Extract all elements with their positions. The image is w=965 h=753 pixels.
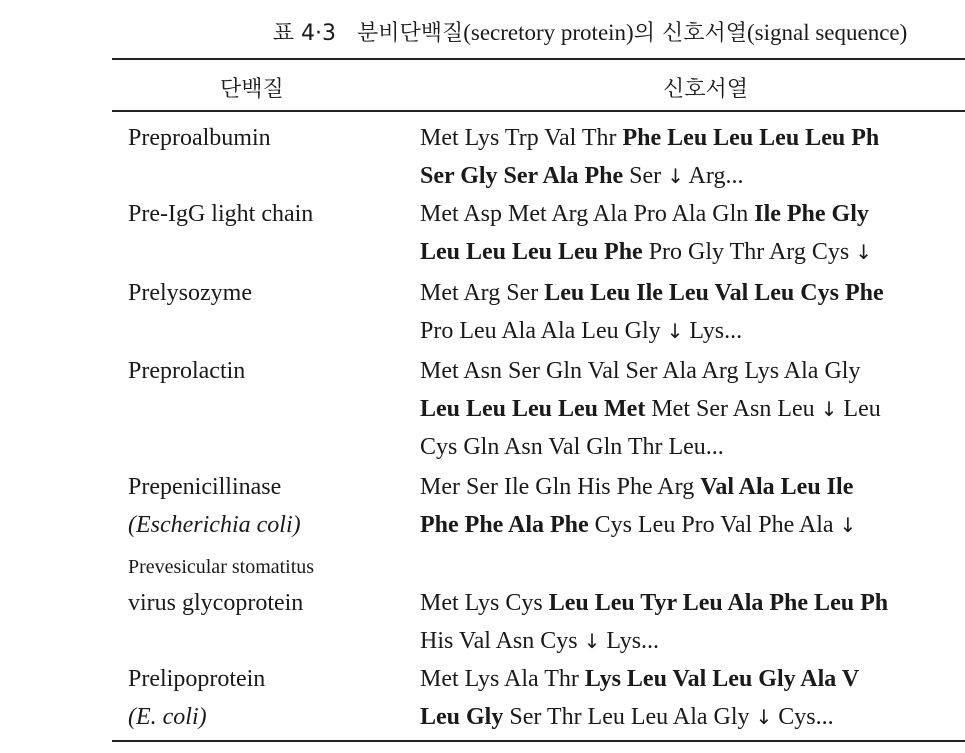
cleavage-arrow-icon: ↓: [820, 397, 838, 421]
table-row: [0, 590, 965, 628]
column-header-sequence: 신호서열: [663, 77, 749, 102]
signal-sequence-line: Leu Gly Ser Thr Leu Leu Ala Gly ↓ Cys...: [420, 704, 834, 730]
table-row: [0, 163, 965, 201]
signal-sequence-line: Met Lys Ala Thr Lys Leu Val Leu Gly Ala V: [420, 666, 860, 692]
cleavage-arrow-icon: ↓: [855, 240, 872, 264]
table-row: [0, 239, 965, 277]
table-row: [0, 201, 965, 239]
table-top-rule: [112, 58, 965, 60]
caption-english-term: (secretory protein): [463, 20, 634, 45]
caption-english-term2: (signal sequence): [746, 20, 908, 45]
signal-sequence-line: Met Lys Trp Val Thr Phe Leu Leu Leu Leu Ph: [420, 125, 880, 151]
table-bottom-rule: [112, 740, 965, 742]
protein-name: Prepenicillinase: [128, 474, 282, 500]
table-row: [0, 125, 965, 163]
table-row: [0, 628, 965, 666]
signal-sequence-line: Met Asn Ser Gln Val Ser Ala Arg Lys Ala Gly: [420, 358, 861, 384]
signal-sequence-line: Met Asp Met Arg Ala Pro Ala Gln Ile Phe Gly: [420, 201, 869, 227]
table-row: [0, 358, 965, 396]
signal-sequence-line: Cys Gln Asn Val Gln Thr Leu...: [420, 434, 724, 460]
table-row: [0, 434, 965, 472]
protein-name: Prevesicular stomatitus: [128, 556, 315, 578]
protein-organism: (E. coli): [128, 704, 207, 730]
column-header-protein: 단백질: [220, 77, 284, 102]
table-row: [0, 666, 965, 704]
table-caption: [0, 16, 965, 47]
protein-name: Pre-IgG light chain: [128, 201, 314, 227]
signal-sequence-line: Met Lys Cys Leu Leu Tyr Leu Ala Phe Leu Ph: [420, 590, 889, 616]
signal-sequence-line: Met Arg Ser Leu Leu Ile Leu Val Leu Cys Phe: [420, 280, 884, 306]
signal-sequence-line: His Val Asn Cys ↓ Lys...: [420, 628, 660, 654]
protein-organism: (Escherichia coli): [128, 512, 301, 538]
signal-sequence-line: Pro Leu Ala Ala Leu Gly ↓ Lys...: [420, 318, 743, 344]
signal-sequence-line: Leu Leu Leu Leu Met Met Ser Asn Leu ↓ Leu: [420, 396, 881, 422]
signal-sequence-line: Leu Leu Leu Leu Phe Pro Gly Thr Arg Cys ↓: [420, 239, 872, 265]
table-row: [0, 552, 965, 590]
protein-name: Preproalbumin: [128, 125, 271, 151]
caption-korean-mid: 의 신호서열: [633, 21, 747, 46]
table-row: [0, 704, 965, 742]
table-row: [0, 396, 965, 434]
signal-sequence-line: Phe Phe Ala Phe Cys Leu Pro Val Phe Ala ↓: [420, 512, 857, 538]
cleavage-arrow-icon: ↓: [666, 319, 684, 343]
table-number: 표 4·3: [272, 21, 336, 46]
protein-name: Prelipoprotein: [128, 666, 266, 692]
protein-name-continued: virus glycoprotein: [128, 590, 304, 616]
table-row: [0, 512, 965, 550]
table-row: [0, 318, 965, 356]
table-row: [0, 280, 965, 318]
protein-name: Prelysozyme: [128, 280, 252, 306]
cleavage-arrow-icon: ↓: [667, 164, 684, 188]
protein-name: Preprolactin: [128, 358, 246, 384]
signal-sequence-line: Mer Ser Ile Gln His Phe Arg Val Ala Leu Ile: [420, 474, 854, 500]
signal-sequence-line: Ser Gly Ser Ala Phe Ser ↓ Arg...: [420, 163, 744, 189]
cleavage-arrow-icon: ↓: [583, 629, 601, 653]
cleavage-arrow-icon: ↓: [755, 705, 773, 729]
caption-korean-title: 분비단백질: [356, 21, 464, 46]
table-header-rule: [112, 110, 965, 112]
table-row: [0, 474, 965, 512]
cleavage-arrow-icon: ↓: [839, 513, 857, 537]
